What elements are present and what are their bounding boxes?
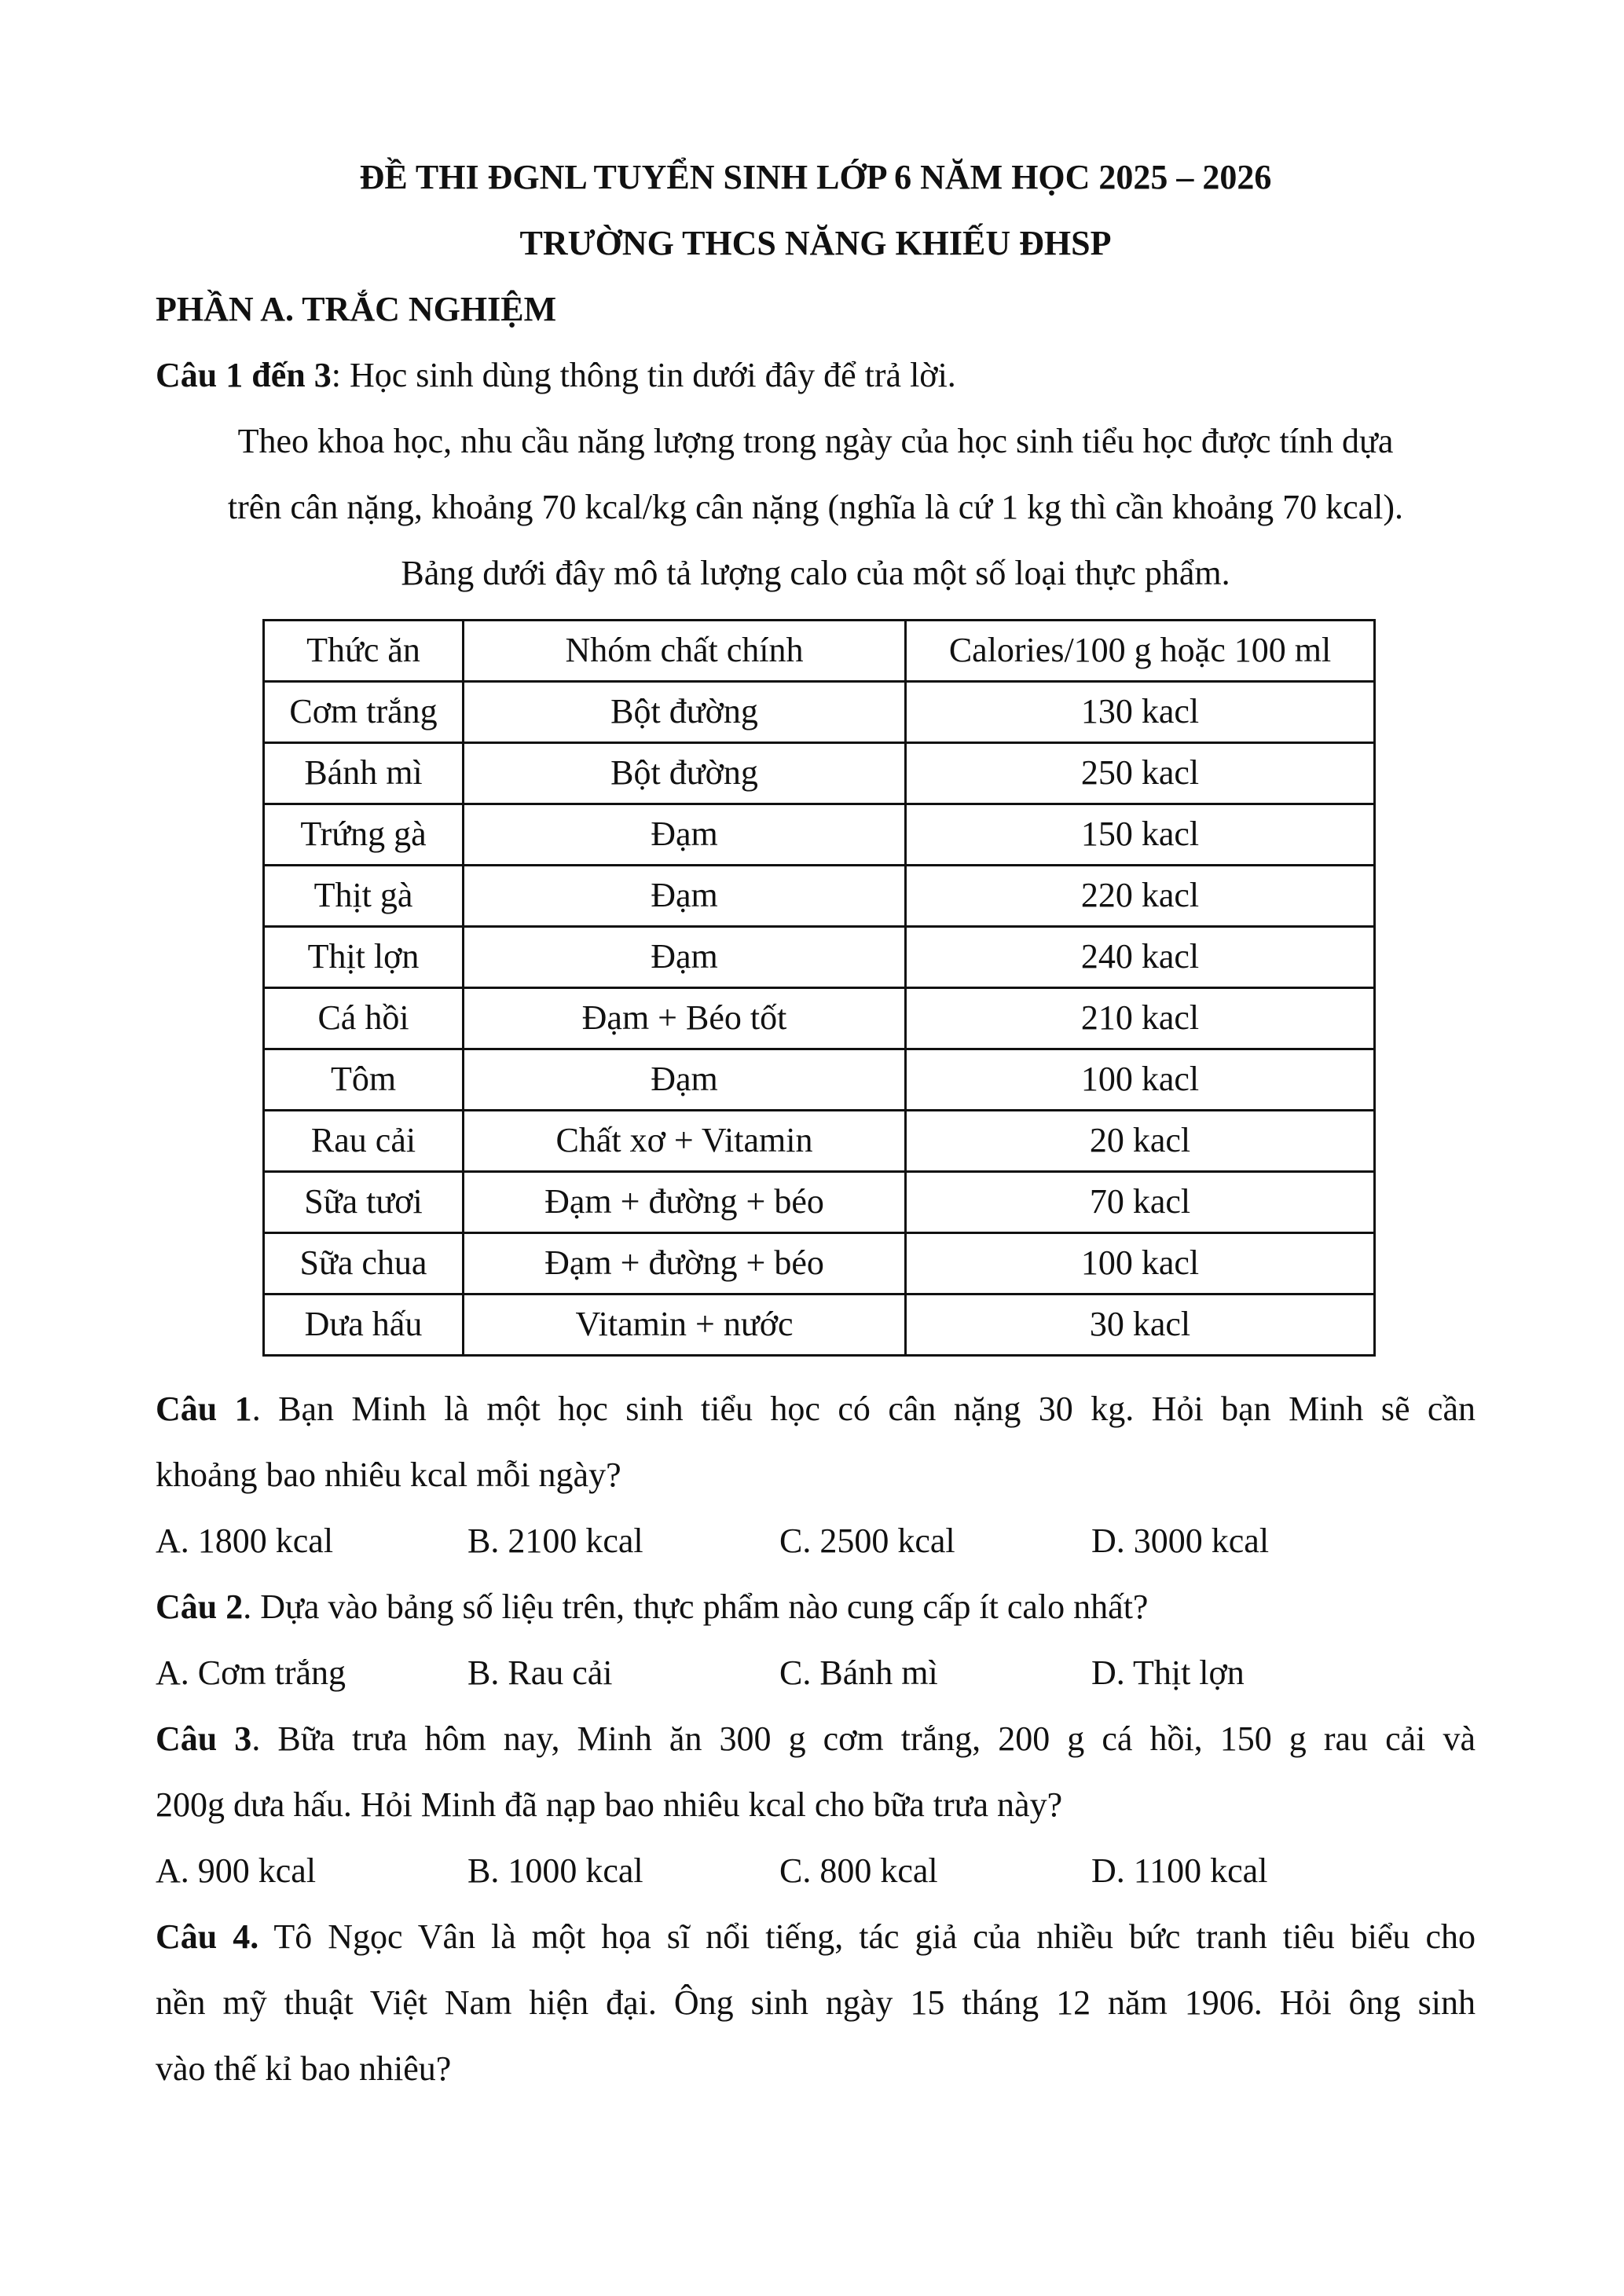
question-1-option-a: A. 1800 kcal (156, 1522, 334, 1560)
table-header-cell: Calories/100 g hoặc 100 ml (906, 621, 1375, 682)
table-header-cell: Nhóm chất chính (464, 621, 906, 682)
question-1-line2: khoảng bao nhiêu kcal mỗi ngày? (156, 1456, 621, 1494)
table-cell: 100 kacl (906, 1233, 1375, 1294)
question-4-line1 (156, 1917, 1476, 1958)
question-3-label: Câu 3 (156, 1719, 252, 1758)
question-4-line2: nền mỹ thuật Việt Nam hiện đại. Ông sinh ngày 15 tháng 12 năm 1906. Hỏi ông sinh (156, 1983, 1476, 2022)
intro-label: Câu 1 đến 3 (156, 356, 332, 394)
question-1-option-d: D. 3000 kcal (1091, 1522, 1270, 1560)
table-row (264, 1049, 1375, 1111)
question-3-option-c: C. 800 kcal (779, 1851, 938, 1890)
table-cell: Bột đường (464, 743, 906, 804)
table-cell: Cá hồi (264, 988, 464, 1049)
table-cell: 150 kacl (906, 804, 1375, 866)
table-cell: Đạm + đường + béo (464, 1172, 906, 1233)
table-row (264, 927, 1375, 988)
question-4-label: Câu 4. (156, 1917, 259, 1956)
table-header-cell: Thức ăn (264, 621, 464, 682)
table-cell: 250 kacl (906, 743, 1375, 804)
table-cell: 70 kacl (906, 1172, 1375, 1233)
question-2-option-d: D. Thịt lợn (1091, 1653, 1245, 1692)
question-4-line3: vào thế kỉ bao nhiêu? (156, 2049, 452, 2088)
question-3-option-a: A. 900 kcal (156, 1851, 317, 1890)
table-header-row (264, 621, 1375, 682)
question-1-line1 (156, 1389, 1476, 1430)
table-cell: Tôm (264, 1049, 464, 1111)
table-cell: 240 kacl (906, 927, 1375, 988)
table-cell: 220 kacl (906, 866, 1375, 927)
intro-paragraph-line1: Theo khoa học, nhu cầu năng lượng trong ngày của học sinh tiểu học được tính dựa (237, 422, 1394, 460)
intro-line (156, 355, 1476, 397)
question-3-option-b: B. 1000 kcal (467, 1851, 643, 1890)
table-cell: Rau cải (264, 1111, 464, 1172)
table-cell: Sữa tươi (264, 1172, 464, 1233)
exam-title-line2: TRƯỜNG THCS NĂNG KHIẾU ĐHSP (519, 224, 1112, 262)
table-cell: Đạm (464, 927, 906, 988)
question-3-option-d: D. 1100 kcal (1091, 1851, 1268, 1890)
question-2-line1 (156, 1587, 1476, 1628)
table-cell: Bột đường (464, 682, 906, 743)
table-row (264, 682, 1375, 743)
table-cell: 20 kacl (906, 1111, 1375, 1172)
section-a-heading: PHẦN A. TRẮC NGHIỆM (156, 290, 557, 328)
table-cell: Đạm (464, 866, 906, 927)
question-1-option-b: B. 2100 kcal (467, 1522, 643, 1560)
table-row (264, 804, 1375, 866)
table-cell: Thịt lợn (264, 927, 464, 988)
question-4-text: Tô Ngọc Vân là một họa sĩ nổi tiếng, tác giả của nhiều bức tranh tiêu biểu cho (258, 1917, 1476, 1956)
table-row (264, 1172, 1375, 1233)
question-1-label: Câu 1 (156, 1390, 252, 1428)
table-cell: Đạm (464, 804, 906, 866)
table-cell: 130 kacl (906, 682, 1375, 743)
table-cell: Bánh mì (264, 743, 464, 804)
intro-text: : Học sinh dùng thông tin dưới đây để trả lời. (331, 356, 956, 394)
exam-title-line1: ĐỀ THI ĐGNL TUYỂN SINH LỚP 6 NĂM HỌC 2025 – 2026 (359, 158, 1272, 196)
table-row (264, 988, 1375, 1049)
table-cell: 30 kacl (906, 1294, 1375, 1356)
table-row (264, 1233, 1375, 1294)
table-cell: 210 kacl (906, 988, 1375, 1049)
table-row (264, 1294, 1375, 1356)
question-3-text: . Bữa trưa hôm nay, Minh ăn 300 g cơm trắng, 200 g cá hồi, 150 g rau cải và (251, 1719, 1476, 1758)
question-2-option-a: A. Cơm trắng (156, 1653, 346, 1692)
table-cell: Vitamin + nước (464, 1294, 906, 1356)
question-3-line2: 200g dưa hấu. Hỏi Minh đã nạp bao nhiêu kcal cho bữa trưa này? (156, 1785, 1063, 1824)
intro-paragraph-line2: trên cân nặng, khoảng 70 kcal/kg cân nặng (nghĩa là cứ 1 kg thì cần khoảng 70 kcal). (227, 488, 1404, 526)
table-cell: Trứng gà (264, 804, 464, 866)
question-2-option-b: B. Rau cải (467, 1653, 613, 1692)
table-cell: Sữa chua (264, 1233, 464, 1294)
table-cell: Thịt gà (264, 866, 464, 927)
question-1-text: . Bạn Minh là một học sinh tiểu học có cân nặng 30 kg. Hỏi bạn Minh sẽ cần (251, 1390, 1476, 1428)
question-1-option-c: C. 2500 kcal (779, 1522, 955, 1560)
question-2-label: Câu 2 (156, 1587, 244, 1626)
table-cell: Dưa hấu (264, 1294, 464, 1356)
calorie-table (262, 619, 1376, 1357)
intro-paragraph-line3: Bảng dưới đây mô tả lượng calo của một số loại thực phẩm. (401, 554, 1230, 592)
question-2-text: . Dựa vào bảng số liệu trên, thực phẩm nào cung cấp ít calo nhất? (243, 1587, 1149, 1626)
table-cell: 100 kacl (906, 1049, 1375, 1111)
table-row (264, 866, 1375, 927)
table-cell: Đạm (464, 1049, 906, 1111)
table-row (264, 743, 1375, 804)
question-2-option-c: C. Bánh mì (779, 1653, 938, 1692)
table-cell: Chất xơ + Vitamin (464, 1111, 906, 1172)
question-3-line1 (156, 1719, 1476, 1760)
table-row (264, 1111, 1375, 1172)
table-cell: Đạm + đường + béo (464, 1233, 906, 1294)
table-cell: Đạm + Béo tốt (464, 988, 906, 1049)
table-cell: Cơm trắng (264, 682, 464, 743)
